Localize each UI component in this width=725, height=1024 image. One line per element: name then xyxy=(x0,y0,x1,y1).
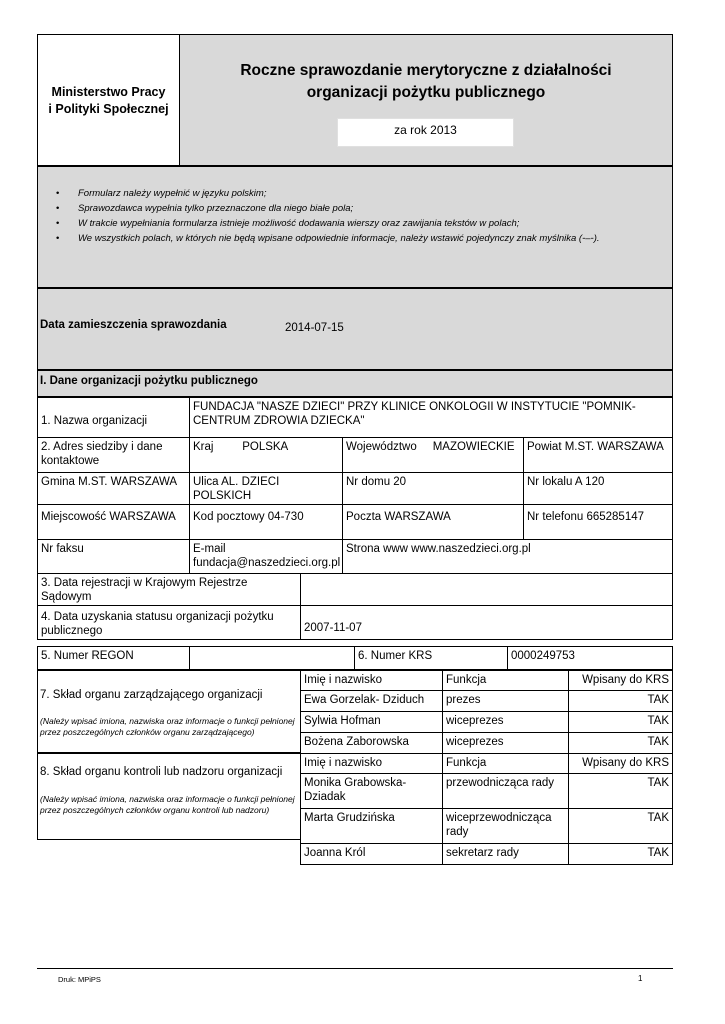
board-header-function: Funkcja xyxy=(442,670,569,691)
address-label: 2. Adres siedziby i dane kontaktowe xyxy=(37,437,190,473)
supervisory-label: 8. Skład organu kontroli lub nadzoru organizacji xyxy=(40,766,283,778)
county-field[interactable]: Powiat M.ST. WARSZAWA xyxy=(523,437,673,473)
report-title: Roczne sprawozdanie merytoryczne z działalności organizacji pożytku publicznego xyxy=(240,62,612,101)
section1-title: I. Dane organizacji pożytku publicznego xyxy=(40,375,258,387)
instruction-item: • Formularz należy wypełnić w języku polskim; xyxy=(56,188,267,199)
regon-label: 5. Numer REGON xyxy=(37,646,190,670)
supervisory-member-krs[interactable]: TAK xyxy=(568,773,673,809)
org-name-value[interactable]: FUNDACJA "NASZE DZIECI" PRZY KLINICE ONKOLOGII W INSTYTUCIE "POMNIK-CENTRUM ZDROWIA DZIECKA" xyxy=(189,397,673,438)
voivodeship-field[interactable]: Województwo MAZOWIECKIE xyxy=(342,437,524,473)
board-header-name: Imię i nazwisko xyxy=(300,670,443,691)
krs-registration-value[interactable] xyxy=(300,573,673,606)
street-field[interactable]: Ulica AL. DZIECI POLSKICH xyxy=(189,472,343,505)
opp-status-label: 4. Data uzyskania statusu organizacji pożytku publicznego xyxy=(37,605,301,640)
house-number-field[interactable]: Nr domu 20 xyxy=(342,472,524,505)
supervisory-note: (Należy wpisać imiona, nazwiska oraz informacje o funkcji pełnionej przez poszczególnych członków organu kontroli lub nadzoru) xyxy=(40,794,295,815)
board-member-function[interactable]: wiceprezes xyxy=(442,732,569,754)
footer-rule xyxy=(37,968,673,969)
supervisory-member-krs[interactable]: TAK xyxy=(568,843,673,865)
board-member-krs[interactable]: TAK xyxy=(568,732,673,754)
postal-code-field[interactable]: Kod pocztowy 04-730 xyxy=(189,504,343,540)
regon-value[interactable] xyxy=(189,646,355,670)
page-number: 1 xyxy=(638,974,643,983)
fax-field[interactable]: Nr faksu xyxy=(37,539,190,574)
post-office-field[interactable]: Poczta WARSZAWA xyxy=(342,504,524,540)
supervisory-header-name: Imię i nazwisko xyxy=(300,753,443,774)
apartment-number-field[interactable]: Nr lokalu A 120 xyxy=(523,472,673,505)
board-member-name[interactable]: Ewa Gorzelak- Dziduch xyxy=(300,690,443,712)
supervisory-member-krs[interactable]: TAK xyxy=(568,808,673,844)
board-label-box xyxy=(37,670,301,753)
supervisory-header-krs: Wpisany do KRS xyxy=(568,753,673,774)
supervisory-member-name[interactable]: Monika Grabowska-Dziadak xyxy=(300,773,443,809)
opp-status-value[interactable]: 2007-11-07 xyxy=(300,605,673,640)
instructions-list xyxy=(38,186,668,246)
supervisory-member-function[interactable]: wiceprzewodnicząca rady xyxy=(442,808,569,844)
ministry-name: Ministerstwo Pracy i Polityki Społecznej xyxy=(48,85,169,116)
org-name-label: 1. Nazwa organizacji xyxy=(37,397,190,438)
email-field[interactable]: E-mail fundacja@naszedzieci.org.pl xyxy=(189,539,343,574)
krs-number-value[interactable]: 0000249753 xyxy=(507,646,673,670)
board-note: (Należy wpisać imiona, nazwiska oraz informacje o funkcji pełnionej przez poszczególnych członków organu zarządzającego) xyxy=(40,716,295,737)
year-label: za rok 2013 xyxy=(394,123,457,137)
instruction-item: • W trakcie wypełniania formularza istnieje możliwość dodawania wierszy oraz zawijania tekstów w polach; xyxy=(56,218,520,229)
publication-date: 2014-07-15 xyxy=(285,322,344,334)
board-label: 7. Skład organu zarządzającego organizacji xyxy=(40,689,263,701)
board-member-function[interactable]: prezes xyxy=(442,690,569,712)
board-member-name[interactable]: Bożena Zaborowska xyxy=(300,732,443,754)
publication-label: Data zamieszczenia sprawozdania xyxy=(40,319,227,331)
board-member-function[interactable]: wiceprezes xyxy=(442,711,569,733)
board-header-krs: Wpisany do KRS xyxy=(568,670,673,691)
supervisory-member-function[interactable]: przewodnicząca rady xyxy=(442,773,569,809)
supervisory-member-name[interactable]: Marta Grudzińska xyxy=(300,808,443,844)
board-member-krs[interactable]: TAK xyxy=(568,690,673,712)
phone-field[interactable]: Nr telefonu 665285147 xyxy=(523,504,673,540)
instruction-item: • Sprawozdawca wypełnia tylko przeznaczone dla niego białe pola; xyxy=(56,203,354,214)
city-field[interactable]: Miejscowość WARSZAWA xyxy=(37,504,190,540)
krs-number-label: 6. Numer KRS xyxy=(354,646,508,670)
supervisory-member-function[interactable]: sekretarz rady xyxy=(442,843,569,865)
website-field[interactable]: Strona www www.naszedzieci.org.pl xyxy=(342,539,673,574)
supervisory-member-name[interactable]: Joanna Król xyxy=(300,843,443,865)
board-member-name[interactable]: Sylwia Hofman xyxy=(300,711,443,733)
instruction-item: • We wszystkich polach, w których nie będą wpisane odpowiednie informacje, należy wstawić pojedynczy znak myślnika (-–-). xyxy=(56,233,600,244)
country-field[interactable]: Kraj POLSKA xyxy=(189,437,343,473)
municipality-field[interactable]: Gmina M.ST. WARSZAWA xyxy=(37,472,190,505)
supervisory-header-function: Funkcja xyxy=(442,753,569,774)
krs-registration-label: 3. Data rejestracji w Krajowym Rejestrze Sądowym xyxy=(37,573,301,606)
board-member-krs[interactable]: TAK xyxy=(568,711,673,733)
footer-print-label: Druk: MPiPS xyxy=(58,975,101,984)
